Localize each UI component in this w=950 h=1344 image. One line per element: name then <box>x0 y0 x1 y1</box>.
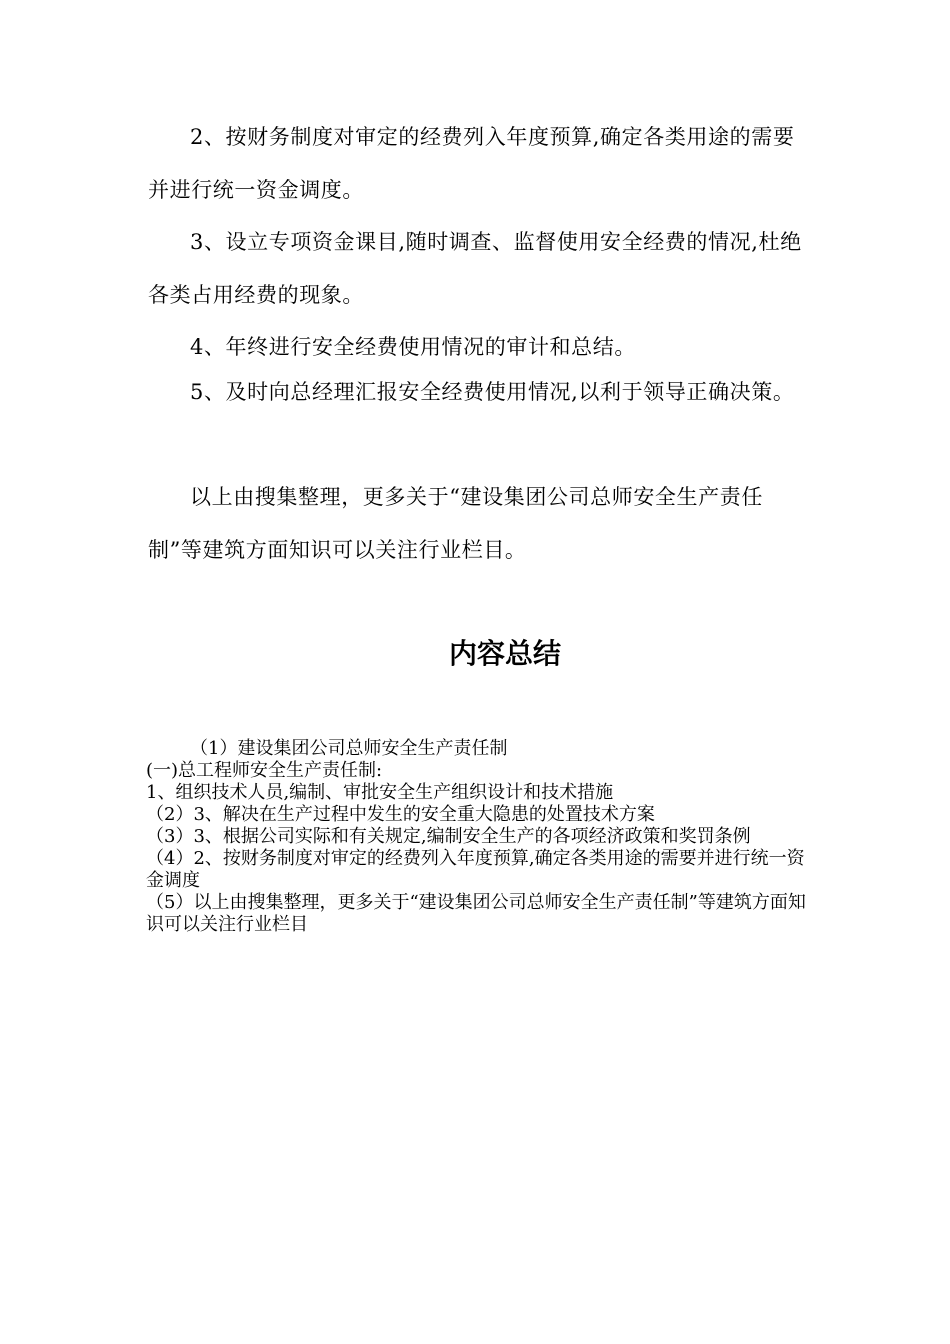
summary-line: (一)总工程师安全生产责任制: <box>146 760 383 781</box>
summary-line: （5）以上由搜集整理，更多关于“建设集团公司总师安全生产责任制”等建筑方面知识可以关注行业栏目 <box>146 892 806 935</box>
paragraph-annual-audit: 4、年终进行安全经费使用情况的审计和总结。 <box>190 335 636 359</box>
paragraph-source-note: 以上由搜集整理，更多关于“建设集团公司总师安全生产责任制”等建筑方面知识可以关注行业栏目。 <box>148 485 763 562</box>
summary-line: （1）建设集团公司总师安全生产责任制 <box>190 738 508 759</box>
paragraph-report: 5、及时向总经理汇报安全经费使用情况,以利于领导正确决策。 <box>190 380 795 404</box>
summary-line: 1、组织技术人员,编制、审批安全生产组织设计和技术措施 <box>146 782 614 803</box>
summary-line: （3）3、根据公司实际和有关规定,编制安全生产的各项经济政策和奖罚条例 <box>146 826 751 847</box>
paragraph-budget: 2、按财务制度对审定的经费列入年度预算,确定各类用途的需要并进行统一资金调度。 <box>148 125 795 202</box>
summary-title: 内容总结 <box>448 637 561 670</box>
paragraph-special-fund: 3、设立专项资金课目,随时调查、监督使用安全经费的情况,杜绝各类占用经费的现象。 <box>148 230 802 307</box>
summary-list <box>146 738 806 936</box>
summary-line: （2）3、解决在生产过程中发生的安全重大隐患的处置技术方案 <box>146 804 655 825</box>
summary-line: （4）2、按财务制度对审定的经费列入年度预算,确定各类用途的需要并进行统一资金调度 <box>146 848 805 891</box>
